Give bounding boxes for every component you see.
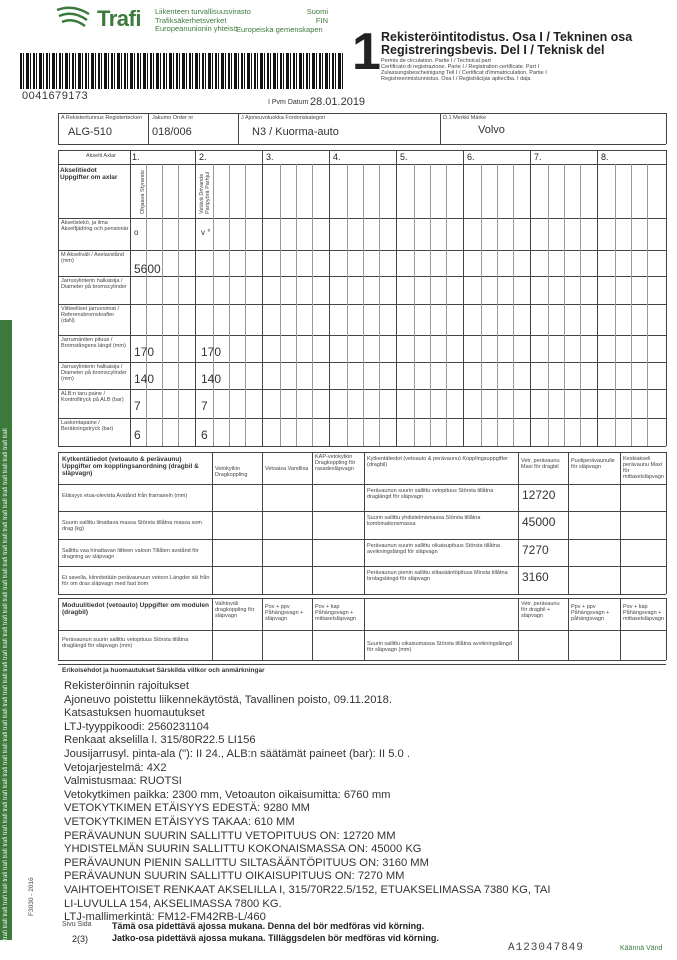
axle-row-label: Laskentapaine / Beräkningstryck (bar)	[61, 420, 114, 432]
d1-value: Volvo	[478, 124, 505, 136]
axle-row-value-1: 140	[134, 372, 155, 386]
axle-row-value-2: 170	[201, 345, 222, 359]
security-strip	[0, 320, 12, 940]
axle-column-header: 3.	[266, 152, 274, 162]
j-value: N3 / Kuorma-auto	[252, 126, 339, 138]
module-title: Moduulitiedot (vetoauto) Uppgifter om modulen (dragbil)	[62, 602, 209, 616]
axle-row-value-1: 170	[134, 345, 155, 359]
note-line: LTJ-tyyppikoodi: 2560231104	[64, 720, 210, 733]
coupling-head-cell: Vetr. perävaunu Maxi för dragbil	[521, 458, 560, 470]
coupling-value: 7270	[522, 543, 549, 557]
axle-row-value-2: 7	[201, 399, 208, 413]
note-line: Jousijarrusyl. pinta-ala ("): II 24., ALB:n säätämät paineet (bar): II 5.0 .	[64, 747, 410, 760]
country-line: Suomi	[306, 7, 328, 16]
coupling-right-label: Perävaunun pienin sallittu siltasääntöpituus Minsta tillåtna brolagslängd för släpvagn	[367, 570, 508, 582]
footer-line-1: Tämä osa pidettävä ajossa mukana. Denna del bör medföras vid körning.	[112, 921, 425, 931]
coupling-head-cell: Vetokytkin Dragkoppling	[215, 466, 248, 478]
axle-row-value-2: v °	[201, 228, 211, 237]
note-line: VAIHTOEHTOISET RENKAAT AKSELILLA I, 315/70R22.5/152, ETUAKSELIMASSA 7380 KG, TAI	[64, 883, 551, 896]
subtitle-line: Registreerimistunnistus. Osa I / Reģistrācijas apliecība. I daļa	[381, 76, 531, 82]
axle-row-label: Viitteelliset jarruvoimat / Referensbromskrafter (daN)	[61, 306, 119, 324]
coupling-head-cell: Kytkentätiedot (vetoauto & perävaunu) Kopplingsuppgifter (dragbil)	[367, 456, 508, 468]
j1-value: 018/006	[152, 126, 192, 138]
note-line: Vetokytkimen paikka: 2300 mm, Vetoauton oikaisumitta: 6760 mm	[64, 788, 391, 801]
title-fi: Rekisteröintitodistus. Osa I / Tekninen osa	[381, 30, 633, 44]
country-block	[298, 8, 328, 25]
print-date: 28.01.2019	[310, 96, 366, 108]
axle-row-value-1: 6	[134, 428, 141, 442]
coupling-head-cell: Vetoaisa Vandlisa	[265, 466, 309, 472]
axle-row-label: ALB:n taru paine / Kontrolltryck på ALB (bar)	[61, 391, 124, 403]
page-label: Sivu Sida	[62, 921, 92, 928]
notes-block	[64, 680, 550, 925]
note-line: Ajoneuvo poistettu liikennekäytöstä, Tavallinen poisto, 09.11.2018.	[64, 693, 392, 706]
axle-header-label: Akselit Axlar	[86, 153, 116, 159]
axle-row-label: Jarrusylinterin halkaisija / Diameter på bromscylinder (mm)	[61, 364, 127, 382]
axle-row-value-2: 140	[201, 372, 222, 386]
print-date-label: I Pvm Datum	[268, 99, 309, 106]
note-line: PERÄVAUNUN PIENIN SALLITTU SILTASÄÄNTÖPITUUS ON: 3160 MM	[64, 856, 429, 869]
coupling-left-label: Sallittu vaa hinattavan liitteen valoon Tillåten avstånd för dragning av släpvagn	[62, 548, 199, 560]
axle-column-header: 4.	[333, 152, 341, 162]
agency-line: Liikenteen turvallisuusvirasto	[155, 7, 251, 16]
coupling-left-label: Etäisyys etua-olevista Avstånd från framaxeln (mm)	[62, 493, 188, 499]
barcode	[20, 53, 345, 89]
coupling-head-cell: Keskiakseli perävaunu Maxi för mittaxelsläpvagn	[623, 456, 664, 480]
axle-col2-sub: Vetävä Drivande Paripyörä Parhjul	[199, 171, 211, 214]
subtitle-line: Zulassungsbescheinigung Teil I / Certificat d'immatriculation. Partie I	[381, 70, 547, 76]
notes-title: Erikoisehdot ja huomautukset Särskilda villkor och anmärkningar	[62, 667, 265, 674]
coupling-title: Kytkentätiedot (vetoauto & perävaunu) Uppgifter om kopplingsanordning (dragbil & släpvagn)	[62, 456, 199, 477]
a-label: A Rekisteritunnus Registertecken	[61, 115, 143, 121]
coupling-value: 45000	[522, 515, 556, 529]
module-row-label: Suurin sallittu oikaisumassa Största tillåtna avvikningslängd för släpvagn (mm)	[367, 641, 512, 653]
country-line: FIN	[315, 15, 328, 25]
note-line: PERÄVAUNUN SUURIN SALLITTU OIKAISUPITUUS ON: 7270 MM	[64, 870, 405, 883]
subtitle-line: Permis de circulation. Partie I / Technical part	[381, 58, 491, 64]
j1-label: Jakumo Order nr	[152, 115, 194, 121]
d1-label: D.1 Merkki Märke	[443, 115, 487, 121]
subtitle-line: Certificato di registrazione. Parte I / Registration certificate. Part I	[381, 64, 540, 70]
note-line: Valmistusmaa: RUOTSI	[64, 775, 182, 788]
note-line: Renkaat akselilla l. 315/80R22.5 LI156	[64, 734, 256, 747]
note-line: VETOKYTKIMEN ETÄISYYS EDESTÄ: 9280 MM	[64, 802, 310, 815]
axle-row-label: Jarrumäntien pituus / Bromstångens längd (mm)	[61, 337, 126, 349]
page-value: 2(3)	[72, 934, 89, 944]
module-head-cell: Vetr. perävaunu för dragbil + släpvagn	[521, 601, 560, 619]
axle-column-header: 1.	[132, 152, 140, 162]
logo-text: Trafi	[97, 6, 141, 31]
note-line: PERÄVAUNUN SUURIN SALLITTU VETOPITUUS ON: 12720 MM	[64, 829, 396, 842]
coupling-right-label: Perävaunun suurin sallittu vetopituus Största tillåtna draglängd för släpvagn	[367, 488, 494, 500]
coupling-right-label: Suurin sallittu yhdistelmämassa Största tillåtna kombinationsmassa	[367, 515, 481, 527]
trafi-logo-icon	[55, 4, 93, 30]
axle-column-header: 5.	[400, 152, 408, 162]
subtitle-block	[381, 58, 661, 82]
note-line: LTJ-mallimerkintä: FM12-FM42RB-L/460	[64, 911, 266, 924]
module-head-cell: Vaihtoväli dragkoppling för släpvagn	[215, 601, 255, 619]
agency-line: Europeiska gemenskapen	[236, 25, 323, 34]
coupling-left-label: Suurin sallittu liinattava massa Största tillåtna massa som drag (kg)	[62, 520, 203, 532]
footer-line-2: Jatko-osa pidettävä ajossa mukana. Tilläggsdelen bör medföras vid körning.	[112, 933, 439, 943]
axle-column-header: 8.	[601, 152, 609, 162]
axle-column-header: 7.	[534, 152, 542, 162]
note-line: VETOKYTKIMEN ETÄISYYS TAKAA: 610 MM	[64, 815, 295, 828]
a-value: ALG-510	[68, 126, 113, 138]
module-head-cell: Pov + kap Påhängsvagn + mittaxelsläpvagn	[315, 604, 356, 622]
doc-number: 0041679173	[22, 90, 89, 102]
module-head-cell: Pov + ppv Påhängsvagn + släpvagn	[265, 604, 304, 622]
note-line: Vetojarjestelmä: 4X2	[64, 761, 167, 774]
j-label: J Ajoneuvoluokka Fordonskategori	[241, 115, 326, 121]
note-line: Rekisteröinnin rajoitukset	[64, 680, 189, 692]
coupling-value: 12720	[522, 488, 556, 502]
axle-row-value-1: 7	[134, 399, 141, 413]
turn-label: Käännä Vänd	[620, 945, 663, 952]
axle-row-label: Akselistekö, ja ilma Akselfjädring och pensionär	[61, 220, 129, 232]
module-row-label: Perävaunun suurin sallittu vetopituus Största tillåtna draglängd för släpvagn (mm)	[62, 637, 189, 649]
coupling-value: 3160	[522, 570, 549, 584]
coupling-head-cell: KAP-vetokytkin Dragkoppling för rasadesläpvagn	[315, 454, 356, 472]
module-head-cell: Ppv + ppv Påhängsvagn + påhängsvagn	[571, 604, 610, 622]
note-line: Katsastuksen huomautukset	[64, 707, 205, 720]
note-line: YHDISTELMÄN SUURIN SALLITTU KOKONAISMASSA ON: 45000 KG	[64, 843, 422, 856]
axle-row-value-2: 6	[201, 428, 208, 442]
coupling-head-cell: Puoliperävaunulle för släpvagn	[571, 458, 615, 470]
module-head-cell: Pov + kap Påhängsvagn + mittaxelsläpvagn	[623, 604, 664, 622]
serial-number: A123047849	[508, 942, 585, 954]
form-code: F3030 - 2016	[28, 877, 35, 916]
security-strip-text: trafi trafi trafi trafi trafi trafi trafi trafi trafi trafi trafi trafi trafi trafi trafi trafi trafi trafi trafi trafi trafi trafi trafi trafi trafi trafi trafi trafi trafi trafi trafi trafi trafi trafi trafi trafi trafi trafi trafi trafi trafi trafi trafi trafi	[3, 428, 9, 940]
axle-column-header: 6.	[467, 152, 475, 162]
axle-row-value-1: o	[134, 228, 139, 237]
axle-row-label: Jarrusylinterin halkaisija / Diameter på bromscylinder	[61, 278, 127, 290]
note-line: LI-LUVULLA 154, AKSELIMASSA 7800 KG.	[64, 897, 282, 910]
axle-row-label: M Akseliväli / Axelavstånd (mm)	[61, 252, 124, 264]
axle-col1-sub: Ohjaava Styrande	[140, 169, 146, 214]
part-number: 1	[352, 23, 381, 81]
title-sv: Registreringsbevis. Del I / Teknisk del	[381, 43, 605, 57]
axle-section-title: Akselitiedot Uppgifter om axlar	[60, 167, 118, 181]
axle-row-value-1: 5600	[134, 262, 161, 276]
agency-line: Europeanunionin yhteisö	[155, 24, 238, 34]
axle-column-header: 2.	[199, 152, 207, 162]
form-code-wrap	[28, 868, 40, 916]
coupling-right-label: Perävaunun suurin sallittu oikaisupituus Största tillåtna avvikningslängd för släpvagn	[367, 543, 500, 555]
coupling-left-label: Et savella, kiinnitetään perävaunuun vetoon Längder ski från för om dras släpvagn med fast bom	[62, 575, 210, 587]
agency-line: Trafiksäkerhetsverket	[155, 15, 227, 25]
